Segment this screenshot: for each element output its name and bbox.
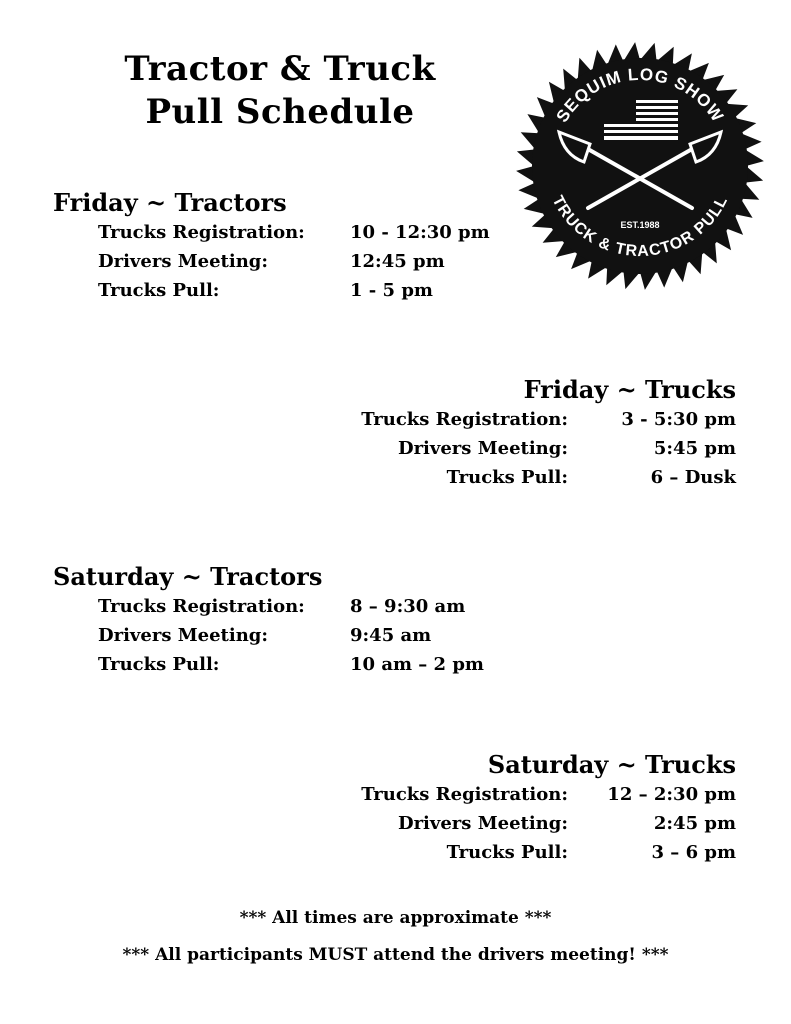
row-label: Trucks Registration: [98,596,305,617]
row-label: Drivers Meeting: [98,251,269,272]
row-value: 12 – 2:30 pm [607,784,736,805]
note-mandatory-meeting: *** All participants MUST attend the drivers meeting! *** [122,945,669,965]
row-value: 10 - 12:30 pm [350,222,490,243]
page-title [0,48,560,134]
note-approximate-times: *** All times are approximate *** [239,908,552,928]
logo-bottom-text: TRUCK & TRACTOR PULL [548,193,732,261]
section-heading: Friday ~ Tractors [53,188,287,217]
row-label: Drivers Meeting: [98,625,269,646]
row-label: Trucks Registration: [361,409,568,430]
row-value: 8 – 9:30 am [350,596,466,617]
section-heading: Saturday ~ Trucks [487,750,736,779]
row-label: Trucks Registration: [98,222,305,243]
row-value: 1 - 5 pm [350,280,433,301]
row-label: Drivers Meeting: [397,813,568,834]
title-line-1: Tractor & Truck [124,49,436,89]
row-label: Trucks Pull: [446,467,568,488]
logo-est-text: EST.1988 [620,220,660,230]
schedule-row-pull [361,838,736,867]
schedule-row-pull [98,650,484,679]
schedule-row-pull [98,276,490,305]
sequim-log-show-logo [514,40,766,292]
row-value: 10 am – 2 pm [350,654,484,675]
schedule-friday-trucks [361,375,736,492]
schedule-row-drivers-meeting [361,434,736,463]
schedule-row-registration [98,592,484,621]
row-value: 5:45 pm [653,438,736,459]
schedule-row-registration [361,405,736,434]
schedule-row-drivers-meeting [98,621,484,650]
schedule-row-pull [361,463,736,492]
row-value: 6 – Dusk [650,467,736,488]
row-label: Trucks Registration: [361,784,568,805]
row-label: Trucks Pull: [98,654,220,675]
schedule-row-drivers-meeting [361,809,736,838]
schedule-row-registration [98,218,490,247]
row-value: 3 – 6 pm [651,842,736,863]
american-flag-icon [604,100,678,140]
section-heading: Saturday ~ Tractors [53,562,323,591]
schedule-friday-tractors [53,188,490,305]
row-label: Trucks Pull: [98,280,220,301]
title-line-2: Pull Schedule [145,92,415,132]
row-value: 3 - 5:30 pm [621,409,736,430]
section-heading: Friday ~ Trucks [523,375,736,404]
schedule-saturday-trucks [361,750,736,867]
schedule-row-registration [361,780,736,809]
row-label: Drivers Meeting: [397,438,568,459]
logo-top-text: SEQUIM LOG SHOW [552,64,728,126]
row-value: 2:45 pm [653,813,736,834]
row-value: 9:45 am [350,625,432,646]
row-label: Trucks Pull: [446,842,568,863]
schedule-row-drivers-meeting [98,247,490,276]
row-value: 12:45 pm [350,251,445,272]
schedule-saturday-tractors [53,562,484,679]
